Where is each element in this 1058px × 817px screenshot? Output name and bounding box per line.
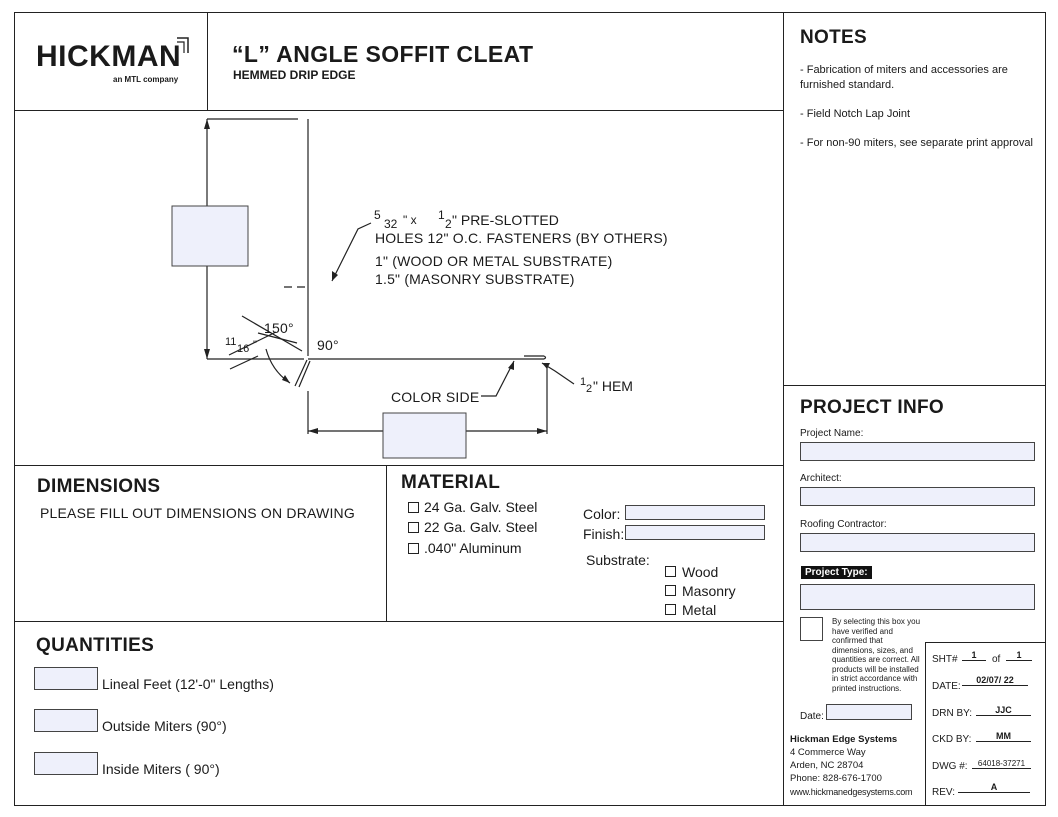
date-value: 02/07/ 22	[962, 675, 1028, 686]
inside-miters-input[interactable]	[34, 752, 98, 775]
revision-label: REV:	[932, 787, 955, 798]
divider-header	[207, 12, 208, 111]
angle-150-label: 150°	[264, 320, 294, 336]
sheet-of-label: of	[992, 654, 1001, 665]
slot-rest: " PRE-SLOTTED	[452, 212, 559, 228]
notes-title: NOTES	[800, 27, 867, 48]
hem-frac-den: 2	[586, 383, 593, 395]
lineal-feet-label: Lineal Feet (12'-0" Lengths)	[102, 676, 274, 692]
titleblock-left-border	[925, 642, 926, 806]
dimensions-instruction: PLEASE FILL OUT DIMENSIONS ON DRAWING	[40, 505, 355, 521]
substrate-label: Substrate:	[586, 552, 650, 568]
architect-input[interactable]	[800, 487, 1035, 506]
date-label: DATE:	[932, 681, 961, 692]
flange-inch-mark: "	[253, 339, 257, 351]
slot-half-num: 1	[438, 208, 445, 222]
hem-label	[580, 376, 650, 398]
slot-x: " x	[403, 213, 417, 227]
company-address-2: Arden, NC 28704	[790, 760, 864, 771]
note-item-1: - Fabrication of miters and accessories are furnished standard.	[800, 64, 1008, 91]
slot-callout-line2: HOLES 12" O.C. FASTENERS (BY OTHERS)	[375, 230, 668, 246]
material-title: MATERIAL	[401, 472, 501, 493]
sheet-number-label: SHT#	[932, 654, 958, 665]
titleblock-top-border	[925, 642, 1046, 643]
material-checkbox-aluminum[interactable]	[408, 543, 419, 554]
lineal-feet-input[interactable]	[34, 667, 98, 690]
flange-frac-den: 16	[237, 343, 250, 355]
divider-quantities-top	[14, 621, 784, 622]
approval-statement: By selecting this box you have verified and confirmed that dimensions, sizes, and quantities are correct. All products will be installed in strict accordance with printed instructions.	[832, 617, 921, 693]
hem-frac-num: 1	[580, 376, 587, 388]
approval-date-input[interactable]	[826, 704, 912, 720]
note-item-2: - Field Notch Lap Joint	[800, 108, 911, 120]
company-website[interactable]: www.hickmanedgesystems.com	[790, 787, 913, 797]
profile-drawing	[14, 111, 783, 465]
finish-label: Finish:	[583, 526, 625, 542]
divider-project-info	[783, 385, 1046, 386]
project-type-input[interactable]	[800, 584, 1035, 610]
company-name: Hickman Edge Systems	[790, 734, 898, 745]
substrate-callout-line2: 1.5" (MASONRY SUBSTRATE)	[375, 271, 575, 287]
checked-by-value: MM	[976, 731, 1031, 742]
project-name-input[interactable]	[800, 442, 1035, 461]
width-dimension-input[interactable]	[383, 413, 466, 458]
divider-dim-material	[386, 465, 387, 621]
revision-value: A	[958, 782, 1030, 793]
logo-text: HICKMAN	[36, 40, 182, 73]
color-input[interactable]	[625, 505, 765, 520]
material-option-aluminum: .040" Aluminum	[424, 540, 522, 556]
logo-subtext: an MTL company	[113, 75, 179, 84]
architect-label: Architect:	[800, 473, 842, 484]
flange-frac-num: 11	[225, 336, 237, 348]
project-name-label: Project Name:	[800, 428, 864, 439]
project-type-label: Project Type:	[801, 566, 872, 579]
logo-bracket-icon	[176, 36, 190, 54]
substrate-callout-line1: 1" (WOOD OR METAL SUBSTRATE)	[375, 253, 613, 269]
company-phone: Phone: 828-676-1700	[790, 773, 882, 784]
page-title: “L” ANGLE SOFFIT CLEAT	[232, 41, 534, 67]
divider-drawing-bottom	[14, 465, 784, 466]
material-checkbox-22ga[interactable]	[408, 522, 419, 533]
slot-fraction-den: 32	[384, 217, 398, 231]
finish-input[interactable]	[625, 525, 765, 540]
drawing-number-label: DWG #:	[932, 761, 968, 772]
sheet-number-value: 1	[962, 650, 986, 661]
material-option-22ga: 22 Ga. Galv. Steel	[424, 519, 538, 535]
roofing-contractor-label: Roofing Contractor:	[800, 519, 887, 530]
divider-right-column	[783, 12, 784, 806]
outside-miters-input[interactable]	[34, 709, 98, 732]
slot-half-den: 2	[445, 217, 452, 231]
substrate-option-masonry: Masonry	[682, 583, 736, 599]
color-label: Color:	[583, 506, 621, 522]
material-option-24ga: 24 Ga. Galv. Steel	[424, 499, 538, 515]
note-item-3: - For non-90 miters, see separate print approval	[800, 137, 1033, 149]
substrate-checkbox-metal[interactable]	[665, 604, 676, 615]
roofing-contractor-input[interactable]	[800, 533, 1035, 552]
drawn-by-value: JJC	[976, 705, 1031, 716]
company-logo	[36, 36, 196, 86]
inside-miters-label: Inside Miters ( 90°)	[102, 761, 220, 777]
color-side-label: COLOR SIDE	[391, 389, 480, 405]
substrate-option-metal: Metal	[682, 602, 717, 618]
project-info-title: PROJECT INFO	[800, 397, 945, 418]
hem-text: " HEM	[593, 378, 633, 394]
drawing-number-value: 64018-37271	[972, 759, 1031, 769]
outside-miters-label: Outside Miters (90°)	[102, 718, 227, 734]
substrate-option-wood: Wood	[682, 564, 719, 580]
sheet-total-value: 1	[1006, 650, 1032, 661]
angle-90-label: 90°	[317, 337, 339, 353]
quantities-title: QUANTITIES	[36, 635, 155, 656]
approval-checkbox[interactable]	[800, 617, 823, 641]
substrate-checkbox-wood[interactable]	[665, 566, 676, 577]
height-dimension-input[interactable]	[172, 206, 248, 266]
flange-dimension-label	[225, 336, 265, 360]
dimensions-title: DIMENSIONS	[37, 476, 161, 497]
approval-date-label: Date:	[800, 711, 824, 722]
company-address-1: 4 Commerce Way	[790, 747, 866, 758]
page-subtitle: HEMMED DRIP EDGE	[233, 68, 356, 82]
material-checkbox-24ga[interactable]	[408, 502, 419, 513]
slot-fraction-num: 5	[374, 208, 381, 222]
substrate-checkbox-masonry[interactable]	[665, 585, 676, 596]
checked-by-label: CKD BY:	[932, 734, 972, 745]
drawn-by-label: DRN BY:	[932, 708, 973, 719]
